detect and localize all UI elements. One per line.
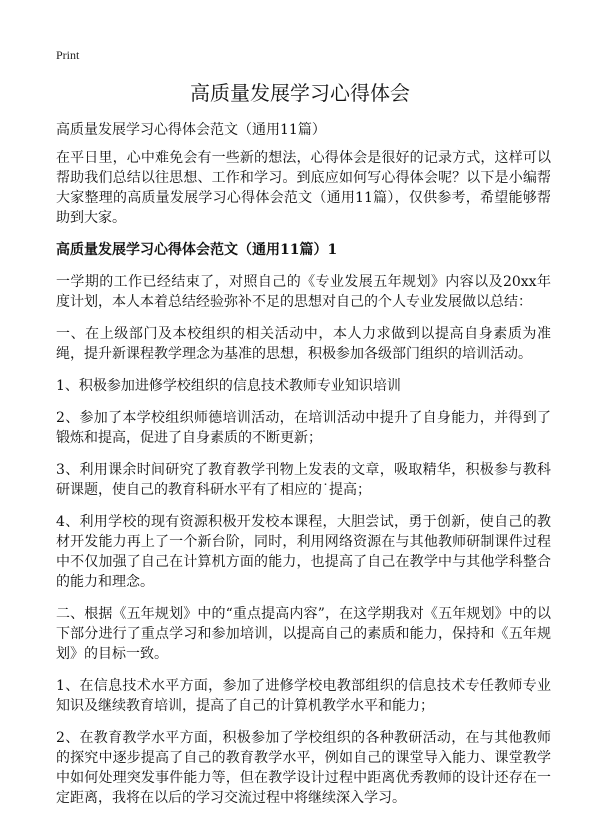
paragraph: 一学期的工作已经结束了，对照自己的《专业发展五年规划》内容以及20xx年度计划，本人本着总结经验弥补不足的思想对自己的个人专业发展做以总结： <box>56 274 551 310</box>
print-link[interactable]: Print <box>56 48 80 62</box>
section-heading: 高质量发展学习心得体会范文（通用11篇）1 <box>56 242 338 258</box>
paragraph: 1、在信息技术水平方面，参加了进修学校电教部组织的信息技术专任教师专业知识及继续教育培训，提高了自己的计算机教学水平和能力； <box>56 678 551 714</box>
paragraph: 2、在教育教学水平方面，积极参加了学校组织的各种教研活动，在与其他教师的探究中逐步提高了自己的教育教学水平，例如自己的课堂导入能力、课堂教学中如何处理突发事件能力等，但在教学设计过程中距离优秀教师的设计还存在一定距离，我将在以后的学习交流过程中将继续深入学习。 <box>56 730 551 806</box>
paragraph: 4、利用学校的现有资源积极开发校本课程，大胆尝试，勇于创新，使自己的教材开发能力再上了一个新台阶，同时，利用网络资源在与其他教师研制课件过程中不仅加强了自己在计算机方面的能力，也提高了自己在教学中与其他学科整合的能力和理念。 <box>56 514 551 590</box>
paragraph: 2、参加了本学校组织师德培训活动，在培训活动中提升了自身能力，并得到了锻炼和提高，促进了自身素质的不断更新； <box>56 410 551 446</box>
page-title: 高质量发展学习心得体会 <box>190 81 410 105</box>
paragraph: 3、利用课余时间研究了教育教学刊物上发表的文章，吸取精华，积极参与教科研课题，使自己的教育科研水平有了相应的˙提高； <box>56 462 551 498</box>
paragraph: 二、根据《五年规划》中的“重点提高内容”，在这学期我对《五年规划》中的以下部分进行了重点学习和参加培训，以提高自己的素质和能力，保持和《五年规划》的目标一致。 <box>56 606 551 662</box>
article-subtitle: 高质量发展学习心得体会范文（通用11篇） <box>56 122 326 138</box>
article-body <box>56 120 551 820</box>
intro-paragraph: 在平日里，心中难免会有一些新的想法，心得体会是很好的记录方式，这样可以帮助我们总结以往思想、工作和学习。到底应如何写心得体会呢？以下是小编帮大家整理的高质量发展学习心得体会范文（通用11篇），仅供参考，希望能够帮助到大家。 <box>56 150 551 226</box>
paragraph: 一、在上级部门及本校组织的相关活动中，本人力求做到以提高自身素质为准绳，提升新课程教学理念为基准的思想，积极参加各级部门组织的培训活动。 <box>56 326 551 362</box>
paragraph: 1、积极参加进修学校组织的信息技术教师专业知识培训 <box>56 378 401 394</box>
